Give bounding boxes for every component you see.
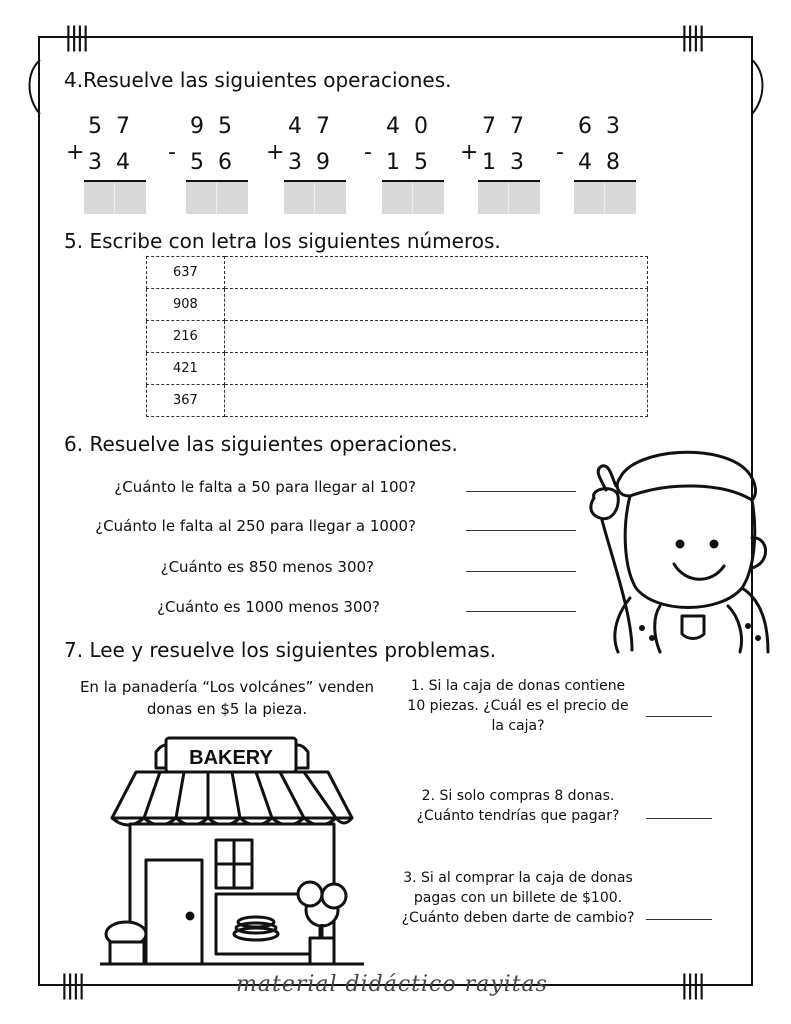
section-6-heading: 6. Resuelve las siguientes operaciones.: [64, 432, 458, 456]
question-2: ¿Cuánto le falta al 250 para llegar a 1000?: [95, 517, 416, 535]
operation-top-number: 47: [288, 114, 344, 139]
problem-3: 3. Si al comprar la caja de donas pagas con un billete de $100. ¿Cuánto deben darte de cambio?: [401, 870, 635, 926]
numbers-table: [146, 256, 648, 417]
answer-line-2[interactable]: [466, 530, 576, 531]
answer-box[interactable]: [574, 182, 636, 214]
problem-intro: En la panadería “Los volcánes” venden donas en $5 la pieza.: [79, 678, 375, 718]
table-row: [147, 353, 648, 385]
operation-top-number: 40: [386, 114, 442, 139]
answer-line-1[interactable]: [466, 491, 576, 492]
operation-sign: +: [460, 140, 479, 165]
number-cell: 216: [147, 321, 225, 353]
question-3: ¿Cuánto es 850 menos 300?: [160, 558, 374, 576]
table-row: [147, 257, 648, 289]
operation-top-number: 77: [482, 114, 538, 139]
operation-sign: +: [66, 140, 85, 165]
answer-cell[interactable]: [225, 353, 648, 385]
corner-curl-right-icon: [742, 58, 772, 118]
operation-bottom-number: 48: [578, 150, 634, 175]
operation-sign: +: [266, 140, 285, 165]
operation-sign: -: [168, 140, 176, 165]
answer-box[interactable]: [186, 182, 248, 214]
number-cell: 637: [147, 257, 225, 289]
question-1: ¿Cuánto le falta a 50 para llegar al 100?: [114, 478, 416, 496]
operation-top-number: 95: [190, 114, 246, 139]
operation-4: [364, 114, 442, 214]
operation-3: [266, 114, 344, 214]
boy-illustration: [572, 438, 772, 656]
problem-1: 1. Si la caja de donas contiene 10 piezas. ¿Cuál es el precio de la caja?: [407, 678, 629, 734]
operation-top-number: 57: [88, 114, 144, 139]
corner-curl-left-icon: [22, 58, 52, 118]
corner-ticks-top-right: ||||: [680, 22, 704, 52]
corner-ticks-bottom-left: ||||: [60, 970, 84, 1000]
operation-bottom-number: 13: [482, 150, 538, 175]
table-row: [147, 385, 648, 417]
operation-6: [556, 114, 634, 214]
problem-2: 2. Si solo compras 8 donas. ¿Cuánto tendrías que pagar?: [416, 788, 620, 824]
operation-1: [66, 114, 144, 214]
corner-ticks-top-left: ||||: [64, 22, 88, 52]
bakery-sign-text: BAKERY: [189, 747, 273, 769]
problem-2-answer-line[interactable]: [646, 818, 712, 819]
problem-3-answer-line[interactable]: [646, 919, 712, 920]
operation-top-number: 63: [578, 114, 634, 139]
answer-cell[interactable]: [225, 385, 648, 417]
number-cell: 908: [147, 289, 225, 321]
section-7-heading: 7. Lee y resuelve los siguientes problemas.: [64, 638, 497, 662]
problem-1-answer-line[interactable]: [646, 716, 712, 717]
section-4-heading: 4.Resuelve las siguientes operaciones.: [64, 68, 452, 92]
operation-bottom-number: 15: [386, 150, 442, 175]
answer-line-3[interactable]: [466, 571, 576, 572]
answer-box[interactable]: [284, 182, 346, 214]
operation-sign: -: [364, 140, 372, 165]
number-cell: 367: [147, 385, 225, 417]
answer-box[interactable]: [478, 182, 540, 214]
answer-cell[interactable]: [225, 257, 648, 289]
answer-box[interactable]: [382, 182, 444, 214]
answer-cell[interactable]: [225, 289, 648, 321]
operation-bottom-number: 39: [288, 150, 344, 175]
table-row: [147, 321, 648, 353]
operation-sign: -: [556, 140, 564, 165]
footer-watermark: material didáctico rayitas: [236, 972, 548, 997]
bakery-illustration: [96, 728, 368, 972]
answer-box[interactable]: [84, 182, 146, 214]
answer-cell[interactable]: [225, 321, 648, 353]
corner-ticks-bottom-right: ||||: [680, 970, 704, 1000]
answer-line-4[interactable]: [466, 611, 576, 612]
operation-bottom-number: 56: [190, 150, 246, 175]
operation-2: [168, 114, 246, 214]
number-cell: 421: [147, 353, 225, 385]
section-5-heading: 5. Escribe con letra los siguientes números.: [64, 229, 501, 253]
operation-bottom-number: 34: [88, 150, 144, 175]
table-row: [147, 289, 648, 321]
operation-5: [460, 114, 538, 214]
question-4: ¿Cuánto es 1000 menos 300?: [157, 598, 380, 616]
